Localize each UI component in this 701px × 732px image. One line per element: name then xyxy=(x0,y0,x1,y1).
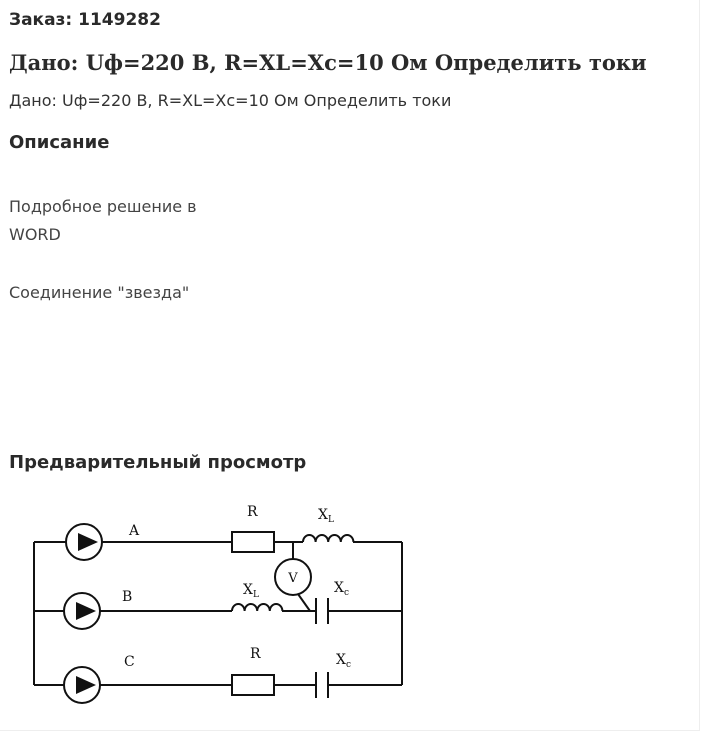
inductor-a-label: $X_L$ xyxy=(318,507,334,525)
phase-b-inductor xyxy=(232,604,282,611)
voltmeter-wire xyxy=(298,594,310,611)
phase-a-inductor xyxy=(303,535,353,542)
phase-a-label: A xyxy=(129,523,140,539)
resistor-a-label: R xyxy=(247,504,258,520)
page-title: Дано: Uф=220 В, R=XL=Xc=10 Ом Определить токи xyxy=(9,50,647,75)
phase-a-resistor xyxy=(232,532,274,552)
voltmeter-label: V xyxy=(288,571,298,586)
resistor-c-label: R xyxy=(250,646,261,662)
description-line: Подробное решение в xyxy=(9,197,197,216)
capacitor-b-label: $X_c$ xyxy=(334,580,350,598)
description-line: WORD xyxy=(9,225,61,244)
inductor-b-label: $X_L$ xyxy=(243,582,259,600)
phase-c-resistor xyxy=(232,675,274,695)
phase-c-label: C xyxy=(124,654,135,670)
phase-b-label: B xyxy=(122,589,133,605)
order-number: Заказ: 1149282 xyxy=(9,10,161,30)
description-heading: Описание xyxy=(9,132,110,153)
circuit-diagram xyxy=(0,490,430,710)
description-line: Соединение "звезда" xyxy=(9,283,190,302)
preview-heading: Предварительный просмотр xyxy=(9,452,307,473)
page-subtitle: Дано: Uф=220 В, R=XL=Xc=10 Ом Определить токи xyxy=(9,91,452,110)
capacitor-c-label: $X_c$ xyxy=(336,652,352,670)
